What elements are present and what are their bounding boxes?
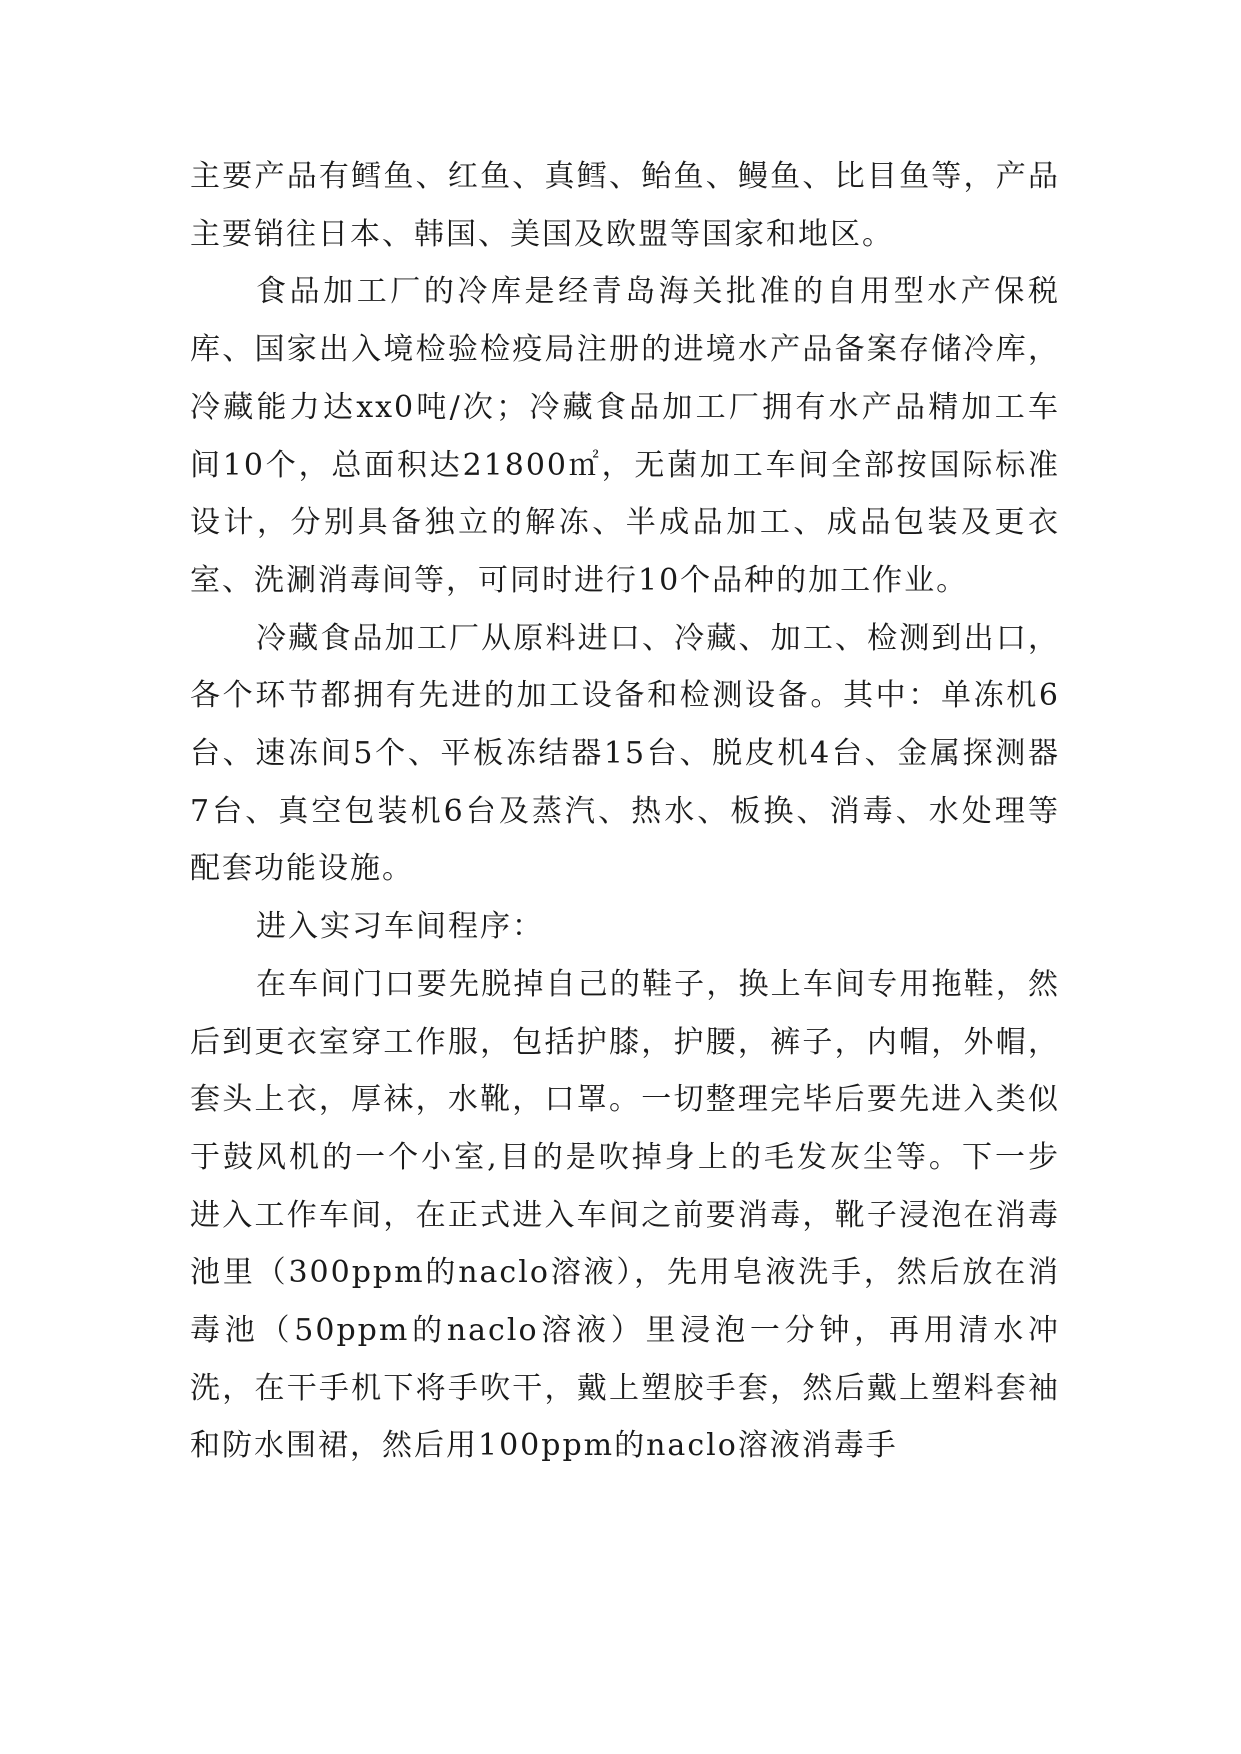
paragraph-cold-storage: 食品加工厂的冷库是经青岛海关批准的自用型水产保税库、国家出入境检验检疫局注册的进境水产品备案存储冷库，冷藏能力达xx0吨/次；冷藏食品加工厂拥有水产品精加工车间10个，总面积达21800㎡，无菌加工车间全部按国际标准设计，分别具备独立的解冻、半成品加工、成品包装及更衣室、洗涮消毒间等，可同时进行10个品种的加工作业。 (190, 274, 1060, 598)
paragraph-procedure-heading: 进入实习车间程序： (256, 909, 544, 945)
paragraph-products: 主要产品有鳕鱼、红鱼、真鳕、鲐鱼、鳗鱼、比目鱼等，产品主要销往日本、韩国、美国及欧盟等国家和地区。 (190, 159, 1060, 252)
paragraph-equipment: 冷藏食品加工厂从原料进口、冷藏、加工、检测到出口，各个环节都拥有先进的加工设备和检测设备。其中：单冻机6台、速冻间5个、平板冻结器15台、脱皮机4台、金属探测器7台、真空包装机6台及蒸汽、热水、板换、消毒、水处理等配套功能设施。 (190, 620, 1060, 887)
document-body (190, 148, 1060, 1475)
paragraph-procedure-steps: 在车间门口要先脱掉自己的鞋子，换上车间专用拖鞋，然后到更衣室穿工作服，包括护膝，护腰，裤子，内帽，外帽，套头上衣，厚袜，水靴，口罩。一切整理完毕后要先进入类似于鼓风机的一个小室,目的是吹掉身上的毛发灰尘等。下一步进入工作车间，在正式进入车间之前要消毒，靴子浸泡在消毒池里（300ppm的naclo溶液），先用皂液洗手，然后放在消毒池（50ppm的naclo溶液）里浸泡一分钟，再用清水冲洗，在干手机下将手吹干，戴上塑胶手套，然后戴上塑料套袖和防水围裙，然后用100ppm的naclo溶液消毒手 (190, 966, 1060, 1464)
